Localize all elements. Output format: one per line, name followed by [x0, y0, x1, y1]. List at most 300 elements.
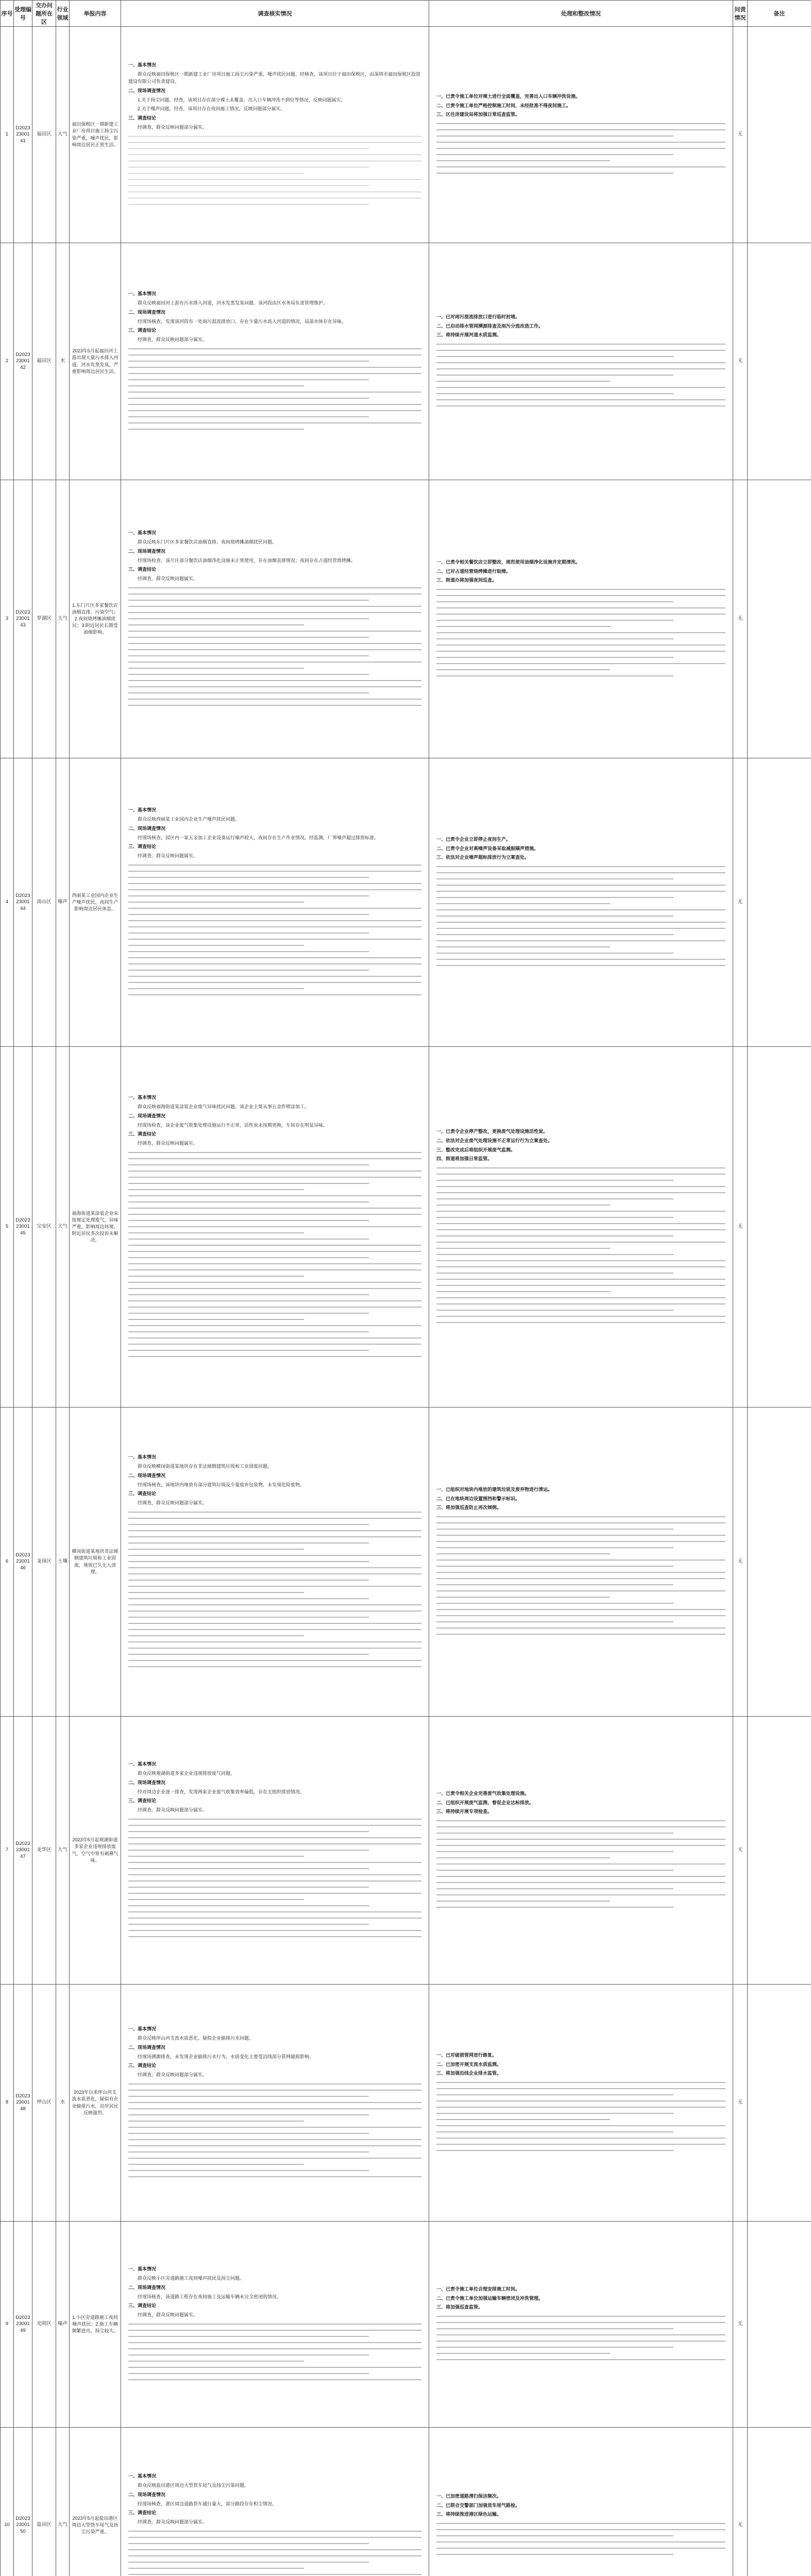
- handling-paragraph: 一、已责令施工单位合理安排施工时间。: [436, 2286, 520, 2292]
- findings-paragraph: 经对周边企业逐一排查，发现两家企业废气收集效率偏低，存在无组织排放情况。: [138, 1789, 305, 1794]
- findings-paragraph: 一、基本情况: [128, 62, 157, 67]
- accountability: 无: [733, 27, 748, 243]
- text-line: [436, 1557, 725, 1563]
- text-line: [128, 414, 421, 420]
- text-line: [128, 2571, 421, 2576]
- text-line: [436, 1245, 725, 1251]
- text-line: [128, 140, 421, 146]
- text-line: [436, 1307, 725, 1313]
- col-header: 序号: [1, 1, 14, 27]
- findings-paragraph: 三、调查结论: [128, 328, 157, 333]
- findings-paragraph: 一、基本情况: [128, 2266, 157, 2272]
- text-line: [128, 352, 421, 358]
- handling-paragraph: 二、已对占道经营烧烤摊进行取缔。: [436, 568, 511, 574]
- text-line: [128, 2364, 421, 2370]
- text-line: [128, 1180, 421, 1187]
- text-lines: [128, 862, 421, 998]
- handling-paragraph: 四、街道将加强日常监管。: [436, 1156, 493, 1162]
- text-line: [128, 1608, 421, 1614]
- text-line: [436, 1532, 725, 1538]
- text-line: [128, 1255, 421, 1261]
- findings-paragraph: 经现场溯源排查，未发现企业偷排污水行为，水质变化主要受沿线部分管网破损影响。: [138, 2054, 314, 2059]
- text-line: [128, 2333, 421, 2340]
- text-line: [436, 2104, 725, 2110]
- text-line: [128, 684, 421, 690]
- remarks: [748, 27, 811, 243]
- text-line: [128, 158, 421, 164]
- text-line: [436, 2539, 725, 2545]
- text-line: [128, 597, 421, 603]
- text-line: [128, 1515, 421, 1521]
- handling-measures: [429, 1047, 733, 1408]
- text-line: [128, 1596, 421, 1602]
- text-lines: [128, 346, 421, 432]
- handling-paragraph: 三、将加强沿线企业排水监管。: [436, 2071, 502, 2076]
- findings-paragraph: 二、现场调查情况: [128, 1780, 166, 1785]
- findings-paragraph: 二、现场调查情况: [128, 1113, 166, 1118]
- text-line: [436, 347, 725, 353]
- text-line: [436, 1861, 725, 1867]
- text-line: [128, 1509, 421, 1515]
- handling-paragraph: 二、已责令施工单位严格控制施工时间，未经批准不得夜间施工。: [436, 103, 571, 108]
- text-line: [436, 1270, 725, 1276]
- text-line: [128, 1552, 421, 1558]
- text-line: [128, 986, 421, 992]
- text-line: [128, 2155, 421, 2161]
- findings-paragraph: 1.关于扬尘问题。经查，该项目存在部分裸土未覆盖、出入口车辆冲洗不到位等情况，反映问题属实。: [138, 97, 346, 103]
- findings-paragraph: 二、现场调查情况: [128, 825, 166, 831]
- case-id: D20232300148: [14, 1985, 32, 2222]
- remarks: [748, 243, 811, 480]
- text-line: [436, 1836, 725, 1842]
- row-number: 3: [1, 480, 14, 758]
- district: 龙华区: [32, 1717, 56, 1985]
- investigation-findings: [121, 2222, 429, 2428]
- accountability: 无: [733, 1717, 748, 1985]
- text-line: [436, 1190, 725, 1196]
- findings-paragraph: 一、基本情况: [128, 530, 157, 535]
- text-line: [128, 1205, 421, 1211]
- text-line: [128, 2565, 421, 2571]
- findings-paragraph: 经调查，群众反映问题部分属实。: [138, 1500, 208, 1506]
- complaint-overview: 2023年以来坪山河支流水质恶化，疑似有企业偷排污水，沿岸居民反映强烈。: [70, 1985, 121, 2222]
- text-line: [436, 158, 725, 164]
- text-line: [128, 2081, 421, 2087]
- text-line: [128, 171, 421, 177]
- text-line: [436, 1886, 725, 1892]
- handling-measures: [429, 1985, 733, 2222]
- text-line: [128, 1903, 421, 1909]
- case-id: D20232300143: [14, 480, 32, 758]
- text-line: [128, 1534, 421, 1540]
- text-line: [128, 955, 421, 961]
- text-line: [436, 642, 725, 648]
- findings-paragraph: 经现场核查，该道路工程存在夜间施工及运输车辆未完全密闭的情况。: [138, 2294, 282, 2299]
- text-line: [128, 1347, 421, 1353]
- investigation-findings: [121, 480, 429, 758]
- text-line: [128, 1664, 421, 1670]
- text-lines: [128, 585, 421, 708]
- handling-measures: [429, 27, 733, 243]
- text-line: [128, 2534, 421, 2540]
- handling-paragraph: 二、已联合交警部门加强货车尾气路检。: [436, 2502, 520, 2508]
- industry: 土壤: [56, 1408, 70, 1717]
- text-line: [128, 2174, 421, 2180]
- table-row: [1, 480, 811, 758]
- text-line: [436, 1258, 725, 1264]
- text-line: [436, 341, 725, 347]
- text-line: [436, 1904, 725, 1910]
- findings-paragraph: 2.关于噪声问题。经查，该项目存在夜间施工情况，反映问题部分属实。: [138, 106, 285, 112]
- text-line: [128, 1571, 421, 1577]
- text-line: [436, 397, 725, 403]
- text-line: [436, 1313, 725, 1319]
- investigation-findings: [121, 27, 429, 243]
- handling-paragraph: 三、将加强巡查防止再次倾倒。: [436, 1505, 502, 1511]
- text-line: [436, 2551, 725, 2557]
- handling-paragraph: 二、已责令施工单位加强运输车辆密闭及冲洗管理。: [436, 2295, 544, 2301]
- text-line: [436, 1171, 725, 1177]
- text-line: [128, 887, 421, 893]
- handling-paragraph: 三、将持续开展专项检查。: [436, 1809, 493, 1815]
- text-line: [128, 1521, 421, 1528]
- text-line: [436, 353, 725, 360]
- text-line: [128, 1329, 421, 1335]
- row-number: 4: [1, 758, 14, 1047]
- findings-paragraph: 经调查，群众反映问题属实。: [138, 1141, 198, 1146]
- handling-paragraph: 一、已组织对地块内堆放的建筑垃圾及废弃物进行清运。: [436, 1486, 553, 1492]
- findings-paragraph: 二、现场调查情况: [128, 2492, 166, 2497]
- text-line: [128, 2340, 421, 2346]
- text-line: [128, 1162, 421, 1168]
- handling-paragraph: 三、将持续开展河道水质监测。: [436, 332, 502, 338]
- col-header: 调查核实情况: [121, 1, 429, 27]
- text-line: [436, 623, 725, 630]
- text-line: [436, 1520, 725, 1526]
- case-id: D20232300141: [14, 27, 32, 243]
- text-line: [436, 170, 725, 176]
- findings-paragraph: 经调查，群众反映问题部分属实。: [138, 125, 208, 130]
- text-line: [436, 2135, 725, 2141]
- text-line: [128, 905, 421, 911]
- text-line: [436, 962, 725, 969]
- text-line: [436, 1855, 725, 1861]
- text-line: [128, 671, 421, 677]
- findings-paragraph: 经现场核查，园区内一家五金加工企业设备运行噪声较大，夜间存在生产作业情况。经监测，厂界噪声超过排放标准。: [138, 835, 379, 840]
- text-line: [128, 2553, 421, 2559]
- text-line: [436, 1849, 725, 1855]
- col-header: 受理编号: [14, 1, 32, 27]
- text-line: [436, 2338, 725, 2344]
- text-line: [436, 1319, 725, 1326]
- accountability: 无: [733, 1408, 748, 1717]
- text-line: [128, 2143, 421, 2149]
- complaint-overview: 横岗街道某地块非法倾倒建筑垃圾和工业固废，堆放已久无人清理。: [70, 1408, 121, 1717]
- findings-paragraph: 群众反映横岗街道某地块存在非法倾倒建筑垃圾和工业固废问题。: [138, 1463, 273, 1469]
- text-line: [436, 956, 725, 962]
- handling-paragraph: 三、区住房建设局将加强日常巡查监管。: [436, 112, 520, 117]
- handling-paragraph: 一、已责令企业停产整改，更换废气处理设施活性炭。: [436, 1128, 548, 1134]
- complaint-overview: 1.东门片区多家餐饮店油烟直排，污染空气；2.夜间烧烤摊油烟扰民；3.附近居民长期受油烟影响。: [70, 480, 121, 758]
- text-line: [436, 1898, 725, 1904]
- col-header: 行业领域: [56, 1, 70, 27]
- district: 龙岗区: [32, 1408, 56, 1717]
- findings-paragraph: 经现场核查，港区周边道路货车通行量大，部分路段存在积尘情况。: [138, 2501, 277, 2506]
- text-line: [128, 1558, 421, 1565]
- text-line: [128, 189, 421, 195]
- text-line: [128, 2346, 421, 2352]
- text-line: [128, 2540, 421, 2547]
- text-line: [436, 882, 725, 888]
- text-lines: [128, 1816, 421, 1940]
- text-line: [436, 164, 725, 170]
- handling-paragraph: 三、街道办将加强夜间巡查。: [436, 578, 497, 583]
- text-line: [436, 648, 725, 654]
- text-line: [128, 2112, 421, 2118]
- text-line: [128, 1156, 421, 1162]
- text-line: [128, 1583, 421, 1589]
- text-line: [436, 2344, 725, 2350]
- text-lines: [436, 121, 725, 176]
- handling-paragraph: 三、依法对企业噪声超标排放行为立案查处。: [436, 855, 530, 860]
- text-lines: [436, 1514, 725, 1637]
- industry: 大气: [56, 2428, 70, 2576]
- text-line: [128, 2118, 421, 2124]
- text-line: [436, 1239, 725, 1245]
- district: 坪山区: [32, 1985, 56, 2222]
- col-header: 处理和整改情况: [429, 1, 733, 27]
- handling-paragraph: 二、依法对企业废气处理设施不正常运行行为立案查处。: [436, 1138, 553, 1143]
- text-line: [436, 139, 725, 145]
- text-line: [128, 2137, 421, 2143]
- text-line: [128, 1310, 421, 1316]
- text-lines: [436, 341, 725, 409]
- row-number: 1: [1, 27, 14, 243]
- text-line: [128, 868, 421, 874]
- findings-paragraph: 三、调查结论: [128, 1131, 157, 1137]
- table-row: [1, 1408, 811, 1717]
- text-line: [436, 372, 725, 378]
- text-line: [436, 938, 725, 944]
- text-line: [436, 667, 725, 673]
- complaint-overview: 福海街道某涂装企业未按规定处理废气，异味严重，影响周边环境，附近居民多次投诉未解决。: [70, 1047, 121, 1408]
- text-line: [128, 1853, 421, 1859]
- text-line: [436, 2319, 725, 2326]
- text-line: [128, 622, 421, 628]
- text-line: [436, 2147, 725, 2154]
- col-header: 交办问题所在区: [32, 1, 56, 27]
- text-line: [128, 1248, 421, 1255]
- text-line: [128, 1651, 421, 1657]
- findings-paragraph: 经调查，群众反映问题部分属实。: [138, 2519, 208, 2525]
- findings-paragraph: 三、调查结论: [128, 2063, 157, 2069]
- text-line: [128, 2327, 421, 2333]
- text-line: [436, 133, 725, 139]
- text-line: [128, 146, 421, 152]
- text-line: [128, 992, 421, 998]
- table-row: [1, 1985, 811, 2222]
- text-line: [128, 358, 421, 364]
- row-number: 2: [1, 243, 14, 480]
- findings-paragraph: 二、现场调查情况: [128, 548, 166, 554]
- text-line: [436, 2116, 725, 2123]
- text-lines: [436, 2079, 725, 2154]
- text-line: [128, 2352, 421, 2358]
- table-row: [1, 1717, 811, 1985]
- text-line: [128, 961, 421, 967]
- text-line: [128, 893, 421, 899]
- table-row: [1, 2428, 811, 2576]
- remarks: [748, 1985, 811, 2222]
- text-line: [128, 1316, 421, 1323]
- text-line: [436, 1879, 725, 1886]
- text-line: [128, 2149, 421, 2155]
- handling-paragraph: 三、整改完成后将组织开展废气监测。: [436, 1147, 516, 1153]
- text-line: [436, 2332, 725, 2338]
- col-header: 举报内容: [70, 1, 121, 27]
- industry: 水: [56, 243, 70, 480]
- findings-paragraph: 经现场检查，该片区部分餐饮店油烟净化设施未正常使用，存在油烟直排情况；夜间存在占道经营烧烤摊。: [138, 557, 356, 563]
- accountability: 无: [733, 1985, 748, 2222]
- text-line: [128, 133, 421, 140]
- district: 光明区: [32, 2222, 56, 2428]
- text-line: [128, 177, 421, 183]
- findings-paragraph: 群众反映福海街道某涂装企业废气异味扰民问题。该企业主要从事五金件喷涂加工。: [138, 1104, 310, 1109]
- text-line: [436, 2079, 725, 2086]
- text-line: [436, 360, 725, 366]
- text-line: [128, 1602, 421, 1608]
- text-line: [128, 1292, 421, 1298]
- text-line: [128, 1884, 421, 1890]
- text-line: [128, 1540, 421, 1546]
- text-line: [128, 1353, 421, 1360]
- text-line: [436, 1196, 725, 1202]
- industry: 噪声: [56, 2222, 70, 2428]
- handling-paragraph: 二、已责令企业对高噪声设备采取减振隔声措施。: [436, 845, 539, 851]
- text-line: [128, 677, 421, 684]
- text-line: [436, 127, 725, 133]
- findings-paragraph: 三、调查结论: [128, 1491, 157, 1497]
- text-line: [128, 1620, 421, 1626]
- text-line: [436, 2123, 725, 2129]
- text-line: [436, 1575, 725, 1582]
- remarks: [748, 1408, 811, 1717]
- text-line: [128, 1236, 421, 1242]
- text-line: [128, 1878, 421, 1884]
- complaint-overview: 福田保税区一期新建工业厂房项目施工扬尘污染严重，噪声扰民，影响周边居民正常生活。: [70, 27, 121, 243]
- text-line: [128, 395, 421, 401]
- text-line: [128, 408, 421, 414]
- text-line: [128, 1589, 421, 1596]
- text-line: [128, 2130, 421, 2137]
- text-line: [128, 1872, 421, 1878]
- investigation-findings: [121, 758, 429, 1047]
- text-line: [436, 636, 725, 642]
- text-line: [436, 1625, 725, 1631]
- accountability: 无: [733, 480, 748, 758]
- handling-paragraph: 一、已加密道路清扫保洁频次。: [436, 2493, 502, 2499]
- findings-paragraph: 一、基本情况: [128, 1094, 157, 1100]
- text-line: [128, 2370, 421, 2377]
- industry: 大气: [56, 480, 70, 758]
- district: 盐田区: [32, 2428, 56, 2576]
- text-line: [128, 2377, 421, 2383]
- table-row: [1, 243, 811, 480]
- text-line: [436, 1264, 725, 1270]
- findings-paragraph: 三、调查结论: [128, 844, 157, 850]
- text-line: [436, 1867, 725, 1873]
- remarks: [748, 1047, 811, 1408]
- handling-paragraph: 三、将加强巡查监管。: [436, 2304, 483, 2310]
- text-line: [436, 1619, 725, 1625]
- text-line: [128, 2321, 421, 2327]
- text-line: [436, 1824, 725, 1830]
- handling-paragraph: 一、已责令企业立即停止夜间生产。: [436, 836, 511, 842]
- text-line: [436, 1594, 725, 1600]
- district: 南山区: [32, 758, 56, 1047]
- findings-paragraph: 群众反映东门片区多家餐饮店油烟直排、夜间烧烤摊油烟扰民问题。: [138, 539, 277, 545]
- industry: 大气: [56, 1717, 70, 1985]
- text-line: [128, 1149, 421, 1156]
- text-line: [128, 1174, 421, 1180]
- text-line: [128, 591, 421, 597]
- row-number: 6: [1, 1408, 14, 1717]
- text-line: [128, 702, 421, 708]
- complaint-overview: 2023年5月起观湖街道多家企业违规排放废气，空气中常有刺鼻气味。: [70, 1717, 121, 1985]
- text-line: [436, 611, 725, 617]
- text-line: [128, 2106, 421, 2112]
- text-line: [128, 164, 421, 171]
- text-line: [128, 1841, 421, 1847]
- text-lines: [128, 2528, 421, 2576]
- text-line: [128, 1565, 421, 1571]
- text-line: [128, 1909, 421, 1915]
- text-line: [436, 1165, 725, 1171]
- handling-measures: [429, 243, 733, 480]
- text-line: [436, 919, 725, 925]
- text-lines: [128, 133, 421, 208]
- industry: 噪声: [56, 758, 70, 1047]
- text-line: [436, 403, 725, 409]
- row-number: 7: [1, 1717, 14, 1985]
- text-line: [128, 1335, 421, 1341]
- text-line: [128, 1927, 421, 1934]
- text-line: [436, 1301, 725, 1307]
- text-line: [128, 1193, 421, 1199]
- text-line: [128, 2358, 421, 2364]
- text-line: [128, 967, 421, 973]
- text-line: [436, 673, 725, 679]
- findings-paragraph: 群众反映西丽某工业园内企业生产噪声扰民问题。: [138, 816, 240, 822]
- text-lines: [128, 2081, 421, 2180]
- text-lines: [436, 586, 725, 679]
- text-line: [128, 1645, 421, 1651]
- text-line: [128, 973, 421, 979]
- text-lines: [128, 1509, 421, 1670]
- case-id: D20232300145: [14, 1047, 32, 1408]
- text-line: [128, 195, 421, 201]
- text-line: [436, 1276, 725, 1282]
- handling-paragraph: 三、将持续推进港区绿色运输。: [436, 2512, 502, 2517]
- text-line: [436, 1545, 725, 1551]
- text-lines: [436, 2313, 725, 2363]
- text-line: [128, 1341, 421, 1347]
- text-line: [128, 2528, 421, 2534]
- text-line: [436, 654, 725, 660]
- text-lines: [436, 863, 725, 969]
- remarks: [748, 1717, 811, 1985]
- text-line: [128, 918, 421, 924]
